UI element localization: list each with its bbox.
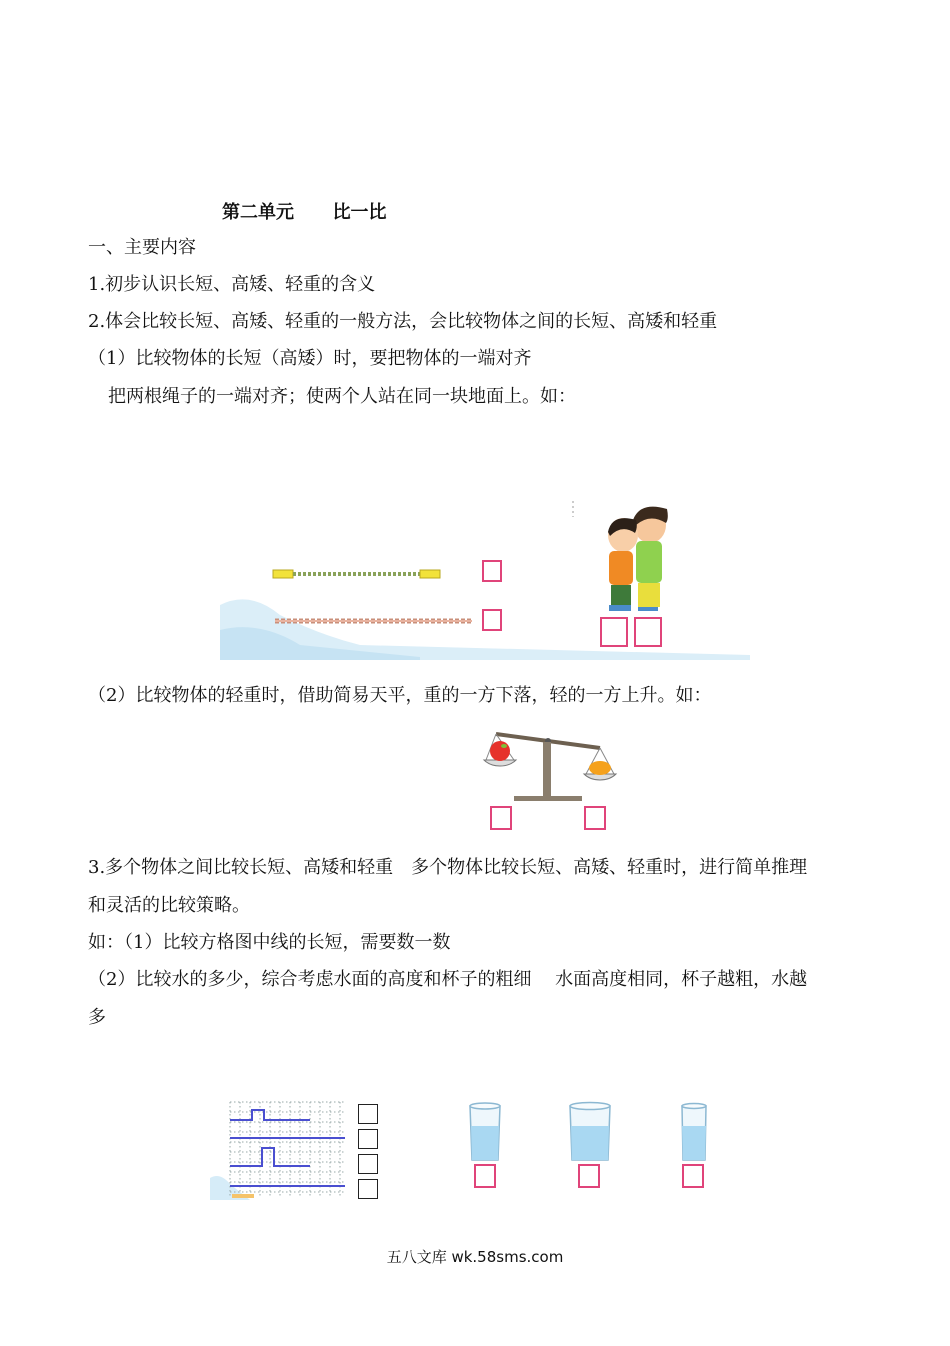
page-footer: 五八文库 wk.58sms.com bbox=[386, 1248, 564, 1266]
ropes-children-figure bbox=[220, 495, 750, 660]
sub-item-1-detail: 把两根绳子的一端对齐；使两个人站在同一块地面上。如： bbox=[108, 386, 576, 407]
grid-lines-figure bbox=[210, 1098, 390, 1200]
unit-name: 比一比 bbox=[332, 202, 387, 223]
page-title bbox=[222, 198, 387, 224]
content-item-1: 1.初步认识长短、高矮、轻重的含义 bbox=[88, 274, 376, 295]
unit-label: 第二单元 bbox=[222, 202, 294, 223]
orange-answer-box[interactable] bbox=[584, 806, 606, 830]
balance-figure bbox=[480, 722, 620, 834]
content-item-3-cont: 和灵活的比较策略。 bbox=[88, 895, 250, 916]
grid-line-2-answer-box[interactable] bbox=[358, 1129, 378, 1149]
sub-item-2: （2）比较物体的轻重时，借助简易天平，重的一方下落，轻的一方上升。如： bbox=[88, 685, 712, 706]
cups-illustration bbox=[464, 1100, 724, 1162]
cup-2-answer-box[interactable] bbox=[578, 1164, 600, 1188]
grid-line-4-answer-box[interactable] bbox=[358, 1179, 378, 1199]
grid-line-1-answer-box[interactable] bbox=[358, 1104, 378, 1124]
example-2-cont: 多 bbox=[88, 1007, 106, 1028]
apple-answer-box[interactable] bbox=[490, 806, 512, 830]
child-1-answer-box[interactable] bbox=[600, 617, 628, 647]
example-1: 如：（1）比较方格图中线的长短，需要数一数 bbox=[88, 932, 451, 953]
content-item-3: 3.多个物体之间比较长短、高矮和轻重 多个物体比较长短、高矮、轻重时，进行简单推理 bbox=[88, 857, 808, 878]
cup-3-answer-box[interactable] bbox=[682, 1164, 704, 1188]
rope-1-answer-box[interactable] bbox=[482, 560, 502, 582]
cup-1-answer-box[interactable] bbox=[474, 1164, 496, 1188]
rope-2-answer-box[interactable] bbox=[482, 609, 502, 631]
sub-item-1: （1）比较物体的长短（高矮）时，要把物体的一端对齐 bbox=[88, 348, 532, 369]
section-heading: 一、主要内容 bbox=[88, 237, 196, 258]
content-item-2: 2.体会比较长短、高矮、轻重的一般方法，会比较物体之间的长短、高矮和轻重 bbox=[88, 311, 718, 332]
grid-line-3-answer-box[interactable] bbox=[358, 1154, 378, 1174]
water-cups-figure bbox=[464, 1100, 724, 1192]
example-2: （2）比较水的多少，综合考虑水面的高度和杯子的粗细 水面高度相同，杯子越粗，水越 bbox=[88, 969, 808, 990]
child-2-answer-box[interactable] bbox=[634, 617, 662, 647]
grid-illustration bbox=[210, 1098, 350, 1200]
